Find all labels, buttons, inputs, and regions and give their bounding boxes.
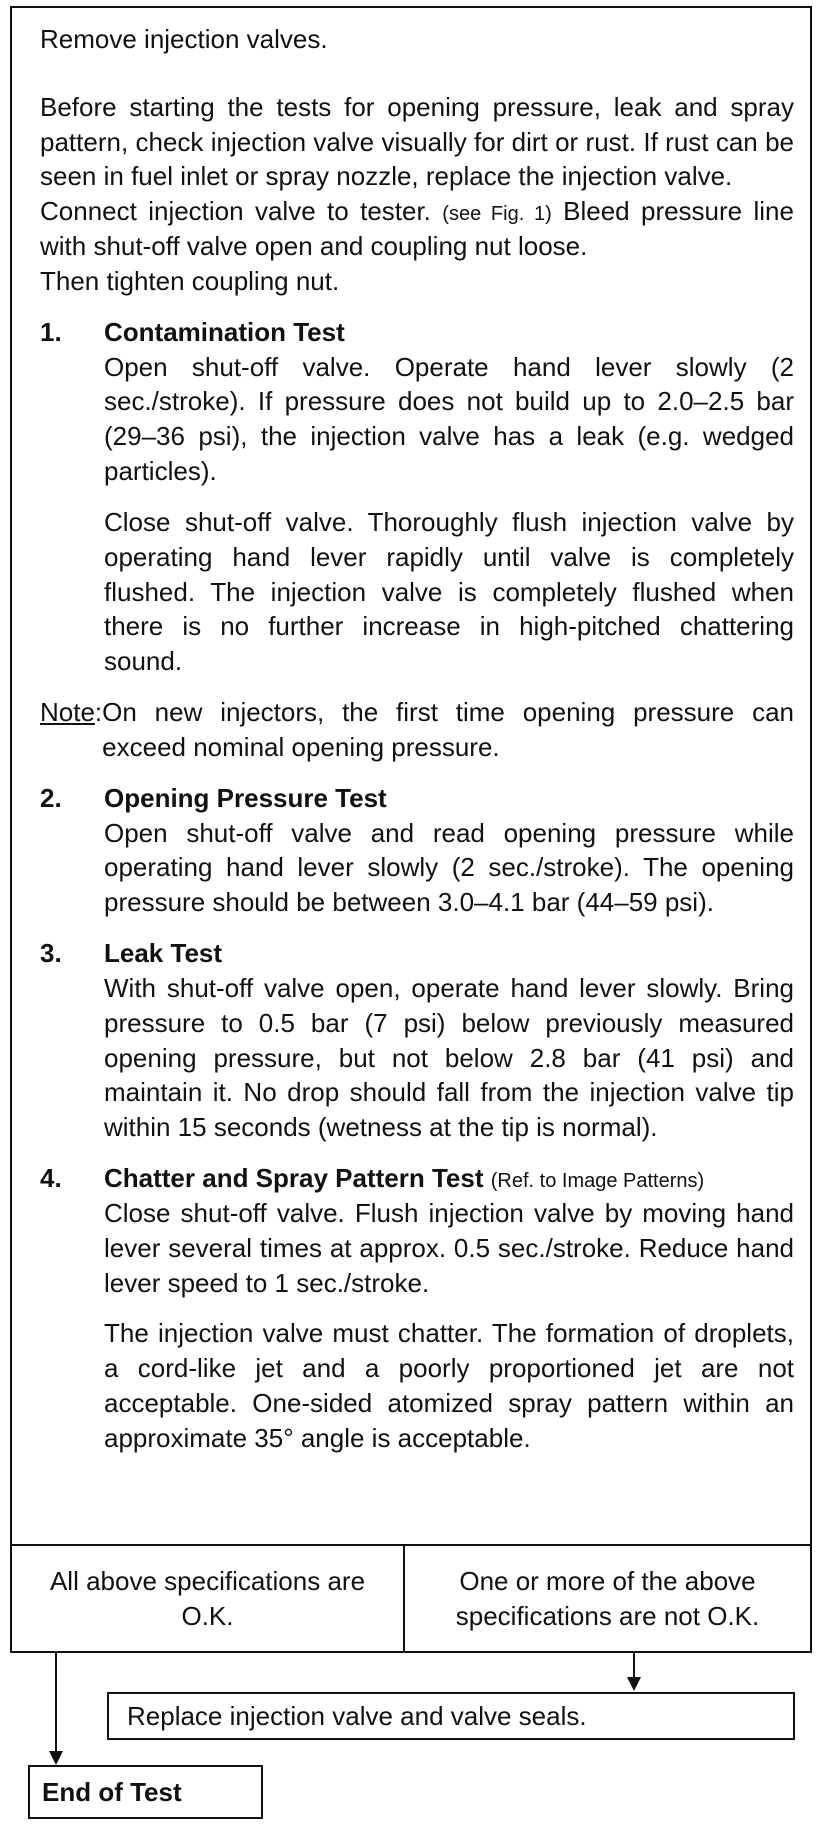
bleed-text: Bleed pressure line with shut-off valve open and coupling nut loose. — [40, 196, 794, 262]
test-title: Contamination Test — [104, 316, 345, 347]
test-title: Opening Pressure Test — [104, 782, 387, 813]
test-text: Open shut-off valve and read opening pressure while operating hand lever slowly (2 sec./stroke). The opening pressure should be between 3.0–4.1 bar (44–59 psi). — [104, 817, 794, 918]
test-number: 3. — [40, 938, 62, 969]
note-label: Note: — [40, 697, 103, 728]
test-title: Chatter and Spray Pattern Test — [104, 1163, 484, 1194]
test-title: Leak Test — [104, 938, 223, 969]
test-number: 4. — [40, 1163, 62, 1194]
result-ok: All above specifications are O.K. — [12, 1546, 405, 1651]
figure-reference: (see Fig. 1) — [442, 203, 552, 226]
test-number: 1. — [40, 316, 62, 347]
arrow-to-replace — [624, 1653, 644, 1693]
result-row — [12, 1544, 810, 1651]
test-text: Close shut-off valve. Flush injection valve by moving hand lever several times at approx. 0.5 sec./stroke. Reduce hand lever speed to 1 sec./stroke. — [104, 1197, 794, 1298]
chatter-spray-test — [40, 1161, 794, 1300]
connect-text: Connect injection valve to tester. — [40, 196, 431, 227]
procedure-box — [10, 6, 812, 1653]
replace-action-box: Replace injection valve and valve seals. — [107, 1692, 795, 1740]
result-not-ok: One or more of the above specifications are not O.K. — [455, 1565, 760, 1631]
end-of-test-box: End of Test — [28, 1765, 263, 1819]
procedure-content — [40, 22, 794, 1456]
connect-instruction — [40, 194, 794, 264]
note — [40, 695, 794, 765]
flush-instruction: Close shut-off valve. Thoroughly flush injection valve by operating hand lever rapidly until valve is completely flushed. The injection valve is completely flushed when there is no further increase in high-pitched chattering sound. — [104, 506, 794, 677]
note-text: On new injectors, the first time opening pressure can exceed nominal opening pressure. — [102, 697, 794, 762]
test-number: 2. — [40, 782, 62, 813]
pattern-reference: (Ref. to Image Patterns) — [490, 1170, 705, 1193]
opening-pressure-test — [40, 781, 794, 920]
chatter-criteria: The injection valve must chatter. The formation of droplets, a cord-like jet and a poorly proportioned jet are not acceptable. One-sided atomized spray pattern within an approximate 35° angle is acceptable. — [104, 1318, 794, 1453]
test-text: Open shut-off valve. Operate hand lever slowly (2 sec./stroke). If pressure does not build up to 2.0–2.5 bar (29–36 psi), the injection valve has a leak (e.g. wedged particles). — [104, 351, 794, 487]
test-title-line — [104, 1161, 794, 1196]
tighten-instruction: Then tighten coupling nut. — [40, 265, 340, 296]
test-text: With shut-off valve open, operate hand lever slowly. Bring pressure to 0.5 bar (7 psi) below previously measured opening pressure, but not below 2.8 bar (41 psi) and maintain it. No drop should fall from the injection valve tip within 15 seconds (wetness at the tip is normal). — [104, 972, 794, 1143]
remove-instruction: Remove injection valves. — [40, 24, 328, 54]
visual-check-instruction: Before starting the tests for opening pressure, leak and spray pattern, check injection valve visually for dirt or rust. If rust can be seen in fuel inlet or spray nozzle, replace the injection valve. — [40, 91, 794, 192]
contamination-test — [40, 315, 794, 489]
leak-test — [40, 936, 794, 1145]
arrow-to-end — [46, 1653, 66, 1767]
